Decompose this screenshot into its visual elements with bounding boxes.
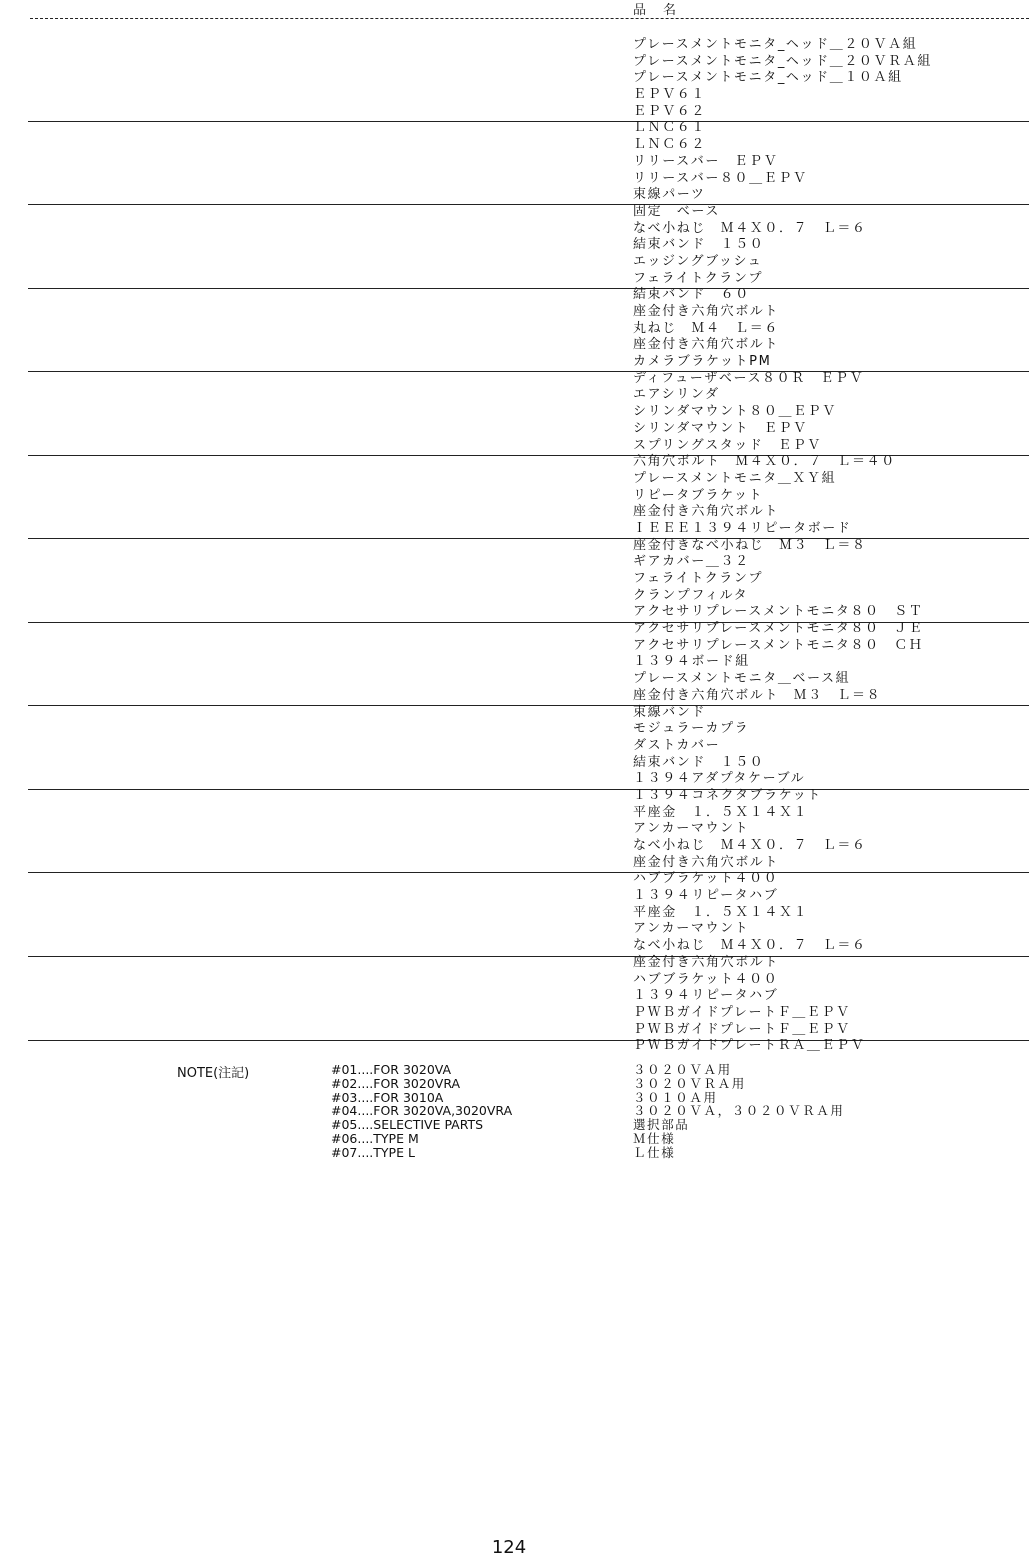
part-name: 固定 ベース bbox=[633, 203, 720, 219]
part-name: アンカーマウント bbox=[633, 821, 750, 837]
header-dashed-divider bbox=[30, 18, 1029, 19]
part-name: 平座金 １．５Ｘ１４Ｘ１ bbox=[633, 904, 809, 920]
note-meaning: ３０２０ＶＡ，３０２０ＶＲＡ用 bbox=[633, 1103, 845, 1119]
part-name: なべ小ねじ Ｍ４Ｘ０．７ Ｌ＝６ bbox=[633, 838, 867, 853]
note-meaning: ３０２０ＶＡ用 bbox=[633, 1062, 732, 1077]
note-meaning: Ｍ仕様 bbox=[633, 1130, 676, 1146]
note-code: #03....FOR 3010A bbox=[331, 1089, 444, 1105]
part-name: 座金付き六角穴ボルト Ｍ３ Ｌ＝８ bbox=[633, 687, 882, 703]
part-name: 結束バンド ６０ bbox=[633, 287, 750, 303]
part-name: プレースメントモニタ＿ベース組 bbox=[633, 671, 851, 687]
part-name: シリンダマウント８０＿ＥＰＶ bbox=[633, 404, 837, 420]
note-meanings-list bbox=[633, 1063, 845, 1160]
part-name: エアシリンダ bbox=[633, 387, 720, 403]
part-name: シリンダマウント ＥＰＶ bbox=[633, 420, 808, 436]
part-name: リリースバー８０＿ＥＰＶ bbox=[633, 170, 808, 186]
part-name: ハブブラケット４００ bbox=[633, 971, 779, 987]
part-name: ＥＰＶ６２ bbox=[633, 103, 707, 119]
parts-list bbox=[633, 37, 932, 1055]
part-name: １３９４アダプタケーブル bbox=[633, 771, 806, 787]
part-name: ＰＷＢガイドプレートＦ＿ＥＰＶ bbox=[633, 1021, 851, 1037]
part-name: カメラブラケットPM bbox=[633, 354, 772, 370]
part-name: モジュラーカプラ bbox=[633, 721, 750, 737]
part-name: アンカーマウント bbox=[633, 921, 750, 937]
part-name: リピータブラケット bbox=[633, 487, 764, 503]
part-name: 丸ねじ Ｍ４ Ｌ＝６ bbox=[633, 320, 780, 336]
part-name: 座金付き六角穴ボルト bbox=[633, 954, 780, 970]
part-name: ＬＮＣ６２ bbox=[633, 137, 707, 153]
note-meaning: ３０１０Ａ用 bbox=[633, 1089, 718, 1105]
note-code: #06....TYPE M bbox=[331, 1130, 419, 1146]
part-name: ＩＥＥＥ１３９４リピータボード bbox=[633, 520, 852, 536]
part-name: なべ小ねじ Ｍ４Ｘ０．７ Ｌ＝６ bbox=[633, 220, 867, 236]
part-name: ダストカバー bbox=[633, 737, 721, 753]
part-name: クランプフィルタ bbox=[633, 587, 749, 603]
part-name: ギアカバー＿３２ bbox=[633, 554, 750, 570]
note-meaning: ３０２０ＶＲＡ用 bbox=[633, 1075, 746, 1091]
part-name: スプリングスタッド ＥＰＶ bbox=[633, 437, 822, 453]
part-name: 座金付き六角穴ボルト bbox=[633, 304, 780, 319]
part-name: １３９４リピータハブ bbox=[633, 888, 779, 904]
part-name: 座金付き六角穴ボルト bbox=[633, 504, 780, 520]
column-header-part-name: 品 名 bbox=[633, 3, 679, 18]
note-code: #01....FOR 3020VA bbox=[331, 1062, 452, 1077]
part-name: 座金付きなべ小ねじ Ｍ３ Ｌ＝８ bbox=[633, 537, 867, 553]
part-name: ＰＷＢガイドプレートＦ＿ＥＰＶ bbox=[633, 1004, 851, 1020]
note-code: #05....SELECTIVE PARTS bbox=[331, 1117, 484, 1133]
part-name: アクセサリプレースメントモニタ８０ ＪＥ bbox=[633, 621, 924, 637]
part-name: ディフューザベース８０Ｒ ＥＰＶ bbox=[633, 370, 865, 386]
part-name: ＥＰＶ６１ bbox=[633, 87, 707, 103]
part-name: プレースメントモニタ_ヘッド＿２０ＶＡ組 bbox=[633, 37, 918, 52]
part-name: ＬＮＣ６１ bbox=[633, 120, 707, 136]
note-label: NOTE(注記) bbox=[177, 1066, 250, 1081]
part-name: １３９４コネクタブラケット bbox=[633, 787, 822, 803]
part-name: アクセサリプレースメントモニタ８０ ＳＴ bbox=[633, 604, 924, 620]
part-name: 結束バンド １５０ bbox=[633, 237, 765, 253]
note-code: #04....FOR 3020VA,3020VRA bbox=[331, 1103, 513, 1119]
part-name: エッジングブッシュ bbox=[633, 253, 763, 269]
part-name: アクセサリプレースメントモニタ８０ ＣＨ bbox=[633, 637, 924, 653]
note-meaning: 選択部品 bbox=[633, 1117, 690, 1133]
part-name: 座金付き六角穴ボルト bbox=[633, 854, 780, 870]
part-name: なべ小ねじ Ｍ４Ｘ０．７ Ｌ＝６ bbox=[633, 938, 867, 954]
part-name: フェライトクランプ bbox=[633, 270, 764, 286]
part-name: プレースメントモニタ_ヘッド＿１０Ａ組 bbox=[633, 70, 903, 86]
page-number: 124 bbox=[491, 1537, 527, 1558]
part-name: 束線バンド bbox=[633, 704, 707, 720]
part-name: 束線パーツ bbox=[633, 187, 706, 203]
part-name: 座金付き六角穴ボルト bbox=[633, 337, 780, 353]
part-name: １３９４ボード組 bbox=[633, 654, 750, 670]
note-codes-list bbox=[331, 1063, 512, 1160]
part-name: １３９４リピータハブ bbox=[633, 988, 779, 1004]
part-name: ＰＷＢガイドプレートＲＡ＿ＥＰＶ bbox=[633, 1038, 866, 1054]
part-name: 結束バンド １５０ bbox=[633, 754, 765, 770]
part-name: 平座金 １．５Ｘ１４Ｘ１ bbox=[633, 804, 809, 820]
part-name: プレースメントモニタ_ヘッド＿２０ＶＲＡ組 bbox=[633, 53, 932, 69]
part-name: プレースメントモニタ＿ＸＹ組 bbox=[633, 470, 837, 486]
note-code: #07....TYPE L bbox=[331, 1144, 415, 1160]
part-name: 六角穴ボルト Ｍ４Ｘ０．７ Ｌ＝４０ bbox=[633, 454, 896, 470]
part-name: ハブブラケット４００ bbox=[633, 871, 779, 887]
note-code: #02....FOR 3020VRA bbox=[331, 1075, 461, 1091]
part-name: フェライトクランプ bbox=[633, 571, 764, 586]
note-meaning: Ｌ仕様 bbox=[633, 1144, 676, 1160]
part-name: リリースバー ＥＰＶ bbox=[633, 153, 779, 169]
